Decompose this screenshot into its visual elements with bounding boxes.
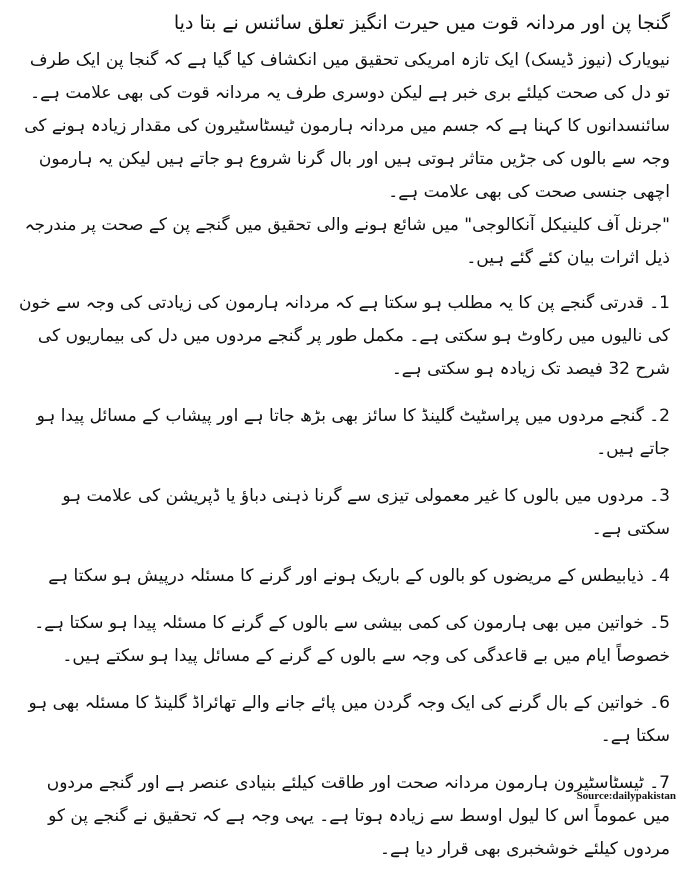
point-7: 7۔ ٹیسٹاسٹیرون ہارمون مردانہ صحت اور طاقت کیلئے بنیادی عنصر ہے اور گنجے مردوں میں عموماً اس کا لیول اوسط سے زیادہ ہوتا ہے۔ یہی وجہ ہے کہ تحقیق نے گنجے پن کو مردوں کیلئے خوشخبری بھی قرار دیا ہے۔: [46, 773, 670, 859]
point-3: 3۔ مردوں میں بالوں کا غیر معمولی تیزی سے گرنا ذہنی دباؤ یا ڈپریشن کی علامت ہو سکتی ہے۔: [62, 486, 670, 539]
point-4: 4۔ ذیابیطس کے مریضوں کو بالوں کے باریک ہونے اور گرنے کا مسئلہ درپیش ہو سکتا ہے: [48, 566, 670, 586]
point-5: 5۔ خواتین میں بھی ہارمون کی کمی بیشی سے بالوں کے گرنے کا مسئلہ پیدا ہو سکتا ہے۔ خصوصاً ایام میں بے قاعدگی کی وجہ سے بالوں کے گرنے کے مسائل پیدا ہو سکتے ہیں۔: [34, 613, 670, 666]
source-credit: Source:dailypakistan: [576, 790, 676, 802]
point-1: 1۔ قدرتی گنجے پن کا یہ مطلب ہو سکتا ہے کہ مردانہ ہارمون کی زیادتی کی وجہ سے خون کی نالیوں میں رکاوٹ ہو سکتی ہے۔ مکمل طور پر گنجے مردوں میں دل کی بیماریوں کی شرح 32 فیصد تک زیادہ ہو سکتی ہے۔: [18, 293, 670, 379]
article-title: گنجا پن اور مردانہ قوت میں حیرت انگیز تعلق سائنس نے بتا دیا: [173, 12, 670, 34]
journal-paragraph: "جرنل آف کلینیکل آنکالوجی" میں شائع ہونے والی تحقیق میں گنجے پن کے صحت پر مندرجہ ذیل اثرات بیان کئے گئے ہیں۔: [24, 215, 670, 268]
intro-paragraph: نیویارک (نیوز ڈیسک) ایک تازہ امریکی تحقیق میں انکشاف کیا گیا ہے کہ گنجا پن ایک طرف تو دل کی صحت کیلئے بری خبر ہے لیکن دوسری طرف یہ مردانہ قوت کی بھی علامت ہے۔ سائنسدانوں کا کہنا ہے کہ جسم میں مردانہ ہارمون ٹیسٹاسٹیرون کی مقدار زیادہ ہونے کی وجہ سے بالوں کی جڑیں متاثر ہوتی ہیں اور بال گرنا شروع ہو جاتے ہیں لیکن یہ ہارمون اچھی جنسی صحت کی بھی علامت ہے۔: [24, 50, 670, 202]
point-6: 6۔ خواتین کے بال گرنے کی ایک وجہ گردن میں پائے جانے والے تھائراڈ گلینڈ کا مسئلہ بھی ہو سکتا ہے۔: [28, 693, 670, 746]
article: [18, 6, 670, 880]
point-2: 2۔ گنجے مردوں میں پراسٹیٹ گلینڈ کا سائز بھی بڑھ جاتا ہے اور پیشاب کے مسائل پیدا ہو جاتے ہیں۔: [36, 406, 670, 459]
